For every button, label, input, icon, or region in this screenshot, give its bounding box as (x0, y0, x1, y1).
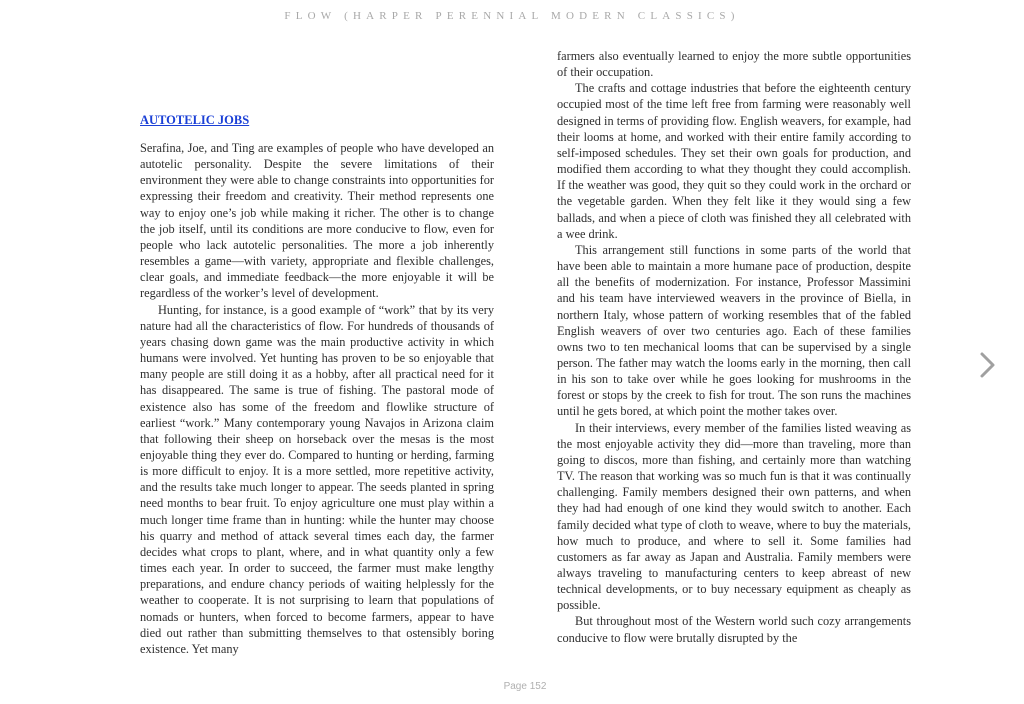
paragraph: Serafina, Joe, and Ting are examples of people who have developed an autotelic personality. Despite the severe limitations of their environment they were able to change constraints into opportunities for expressing their freedom and creativity. Their method represents one way to enjoy one’s job while making it richer. The other is to change the job itself, until its conditions are more conducive to flow, even for people who lack autotelic personalities. The more a job inherently resembles a game—with variety, appropriate and flexible challenges, clear goals, and immediate feedback—the more enjoyable it will be regardless of the worker’s level of development. (140, 141, 494, 301)
page-number: Page 152 (503, 681, 547, 692)
right-page-column (557, 48, 911, 646)
book-title: FLOW (HARPER PERENNIAL MODERN CLASSICS) (284, 10, 740, 22)
paragraph: The crafts and cottage industries that before the eighteenth century occupied most of the time left free from farming were reasonably well designed in terms of providing flow. English weavers, for example, had their looms at home, and worked with their entire family according to self-imposed schedules. They set their own goals for production, and modified them according to what they thought they could accomplish. If the weather was good, they quit so they could work in the orchard or the vegetable garden. When they felt like it they would sing a few ballads, and when a piece of cloth was finished they all celebrated with a wee drink. (557, 81, 911, 241)
paragraph: But throughout most of the Western world such cozy arrangements conducive to flow were brutally disrupted by the (557, 614, 911, 645)
chapter-heading-link[interactable]: AUTOTELIC JOBS (140, 113, 250, 127)
paragraph: Hunting, for instance, is a good example of “work” that by its very nature had all the characteristics of flow. For hundreds of thousands of years chasing down game was the main productive activity in which humans were involved. Yet hunting has proven to be so enjoyable that many people are still doing it as a hobby, after all practical need for it has disappeared. The same is true of fishing. The pastoral mode of existence also has some of the freedom and flowlike structure of earliest “work.” Many contemporary young Navajos in Arizona claim that following their sheep on horseback over the mesas is the most enjoyable thing they ever do. Compared to hunting or herding, farming is more difficult to enjoy. It is a more settled, more repetitive activity, and the results take much longer to appear. The seeds planted in spring need months to bear fruit. To enjoy agriculture one must play within a much longer time frame than in hunting: while the hunter may choose his quarry and method of attack several times each day, the farmer decides what crops to plant, where, and in what quantity only a few times each year. In order to succeed, the farmer must make lengthy preparations, and endure chancy periods of waiting helplessly for the weather to cooperate. It is not surprising to learn that populations of nomads or hunters, when forced to become farmers, appear to have died out rather than submitting themselves to that ostensibly boring existence. Yet many (140, 302, 494, 656)
left-page-column (140, 112, 494, 657)
paragraph: This arrangement still functions in some parts of the world that have been able to maintain a more humane pace of production, despite all the benefits of modernization. For instance, Professor Massimini and his team have interviewed weavers in the province of Biella, in northern Italy, whose pattern of working resembles that of the fabled English weavers of over two centuries ago. Each of these families owns two to ten mechanical looms that can be supervised by a single person. The father may watch the looms early in the morning, then call in his son to take over while he goes looking for mushrooms in the forest or stops by the creek to fish for trout. The son runs the machines until he gets bored, at which point the mother takes over. (557, 242, 911, 419)
paragraph: In their interviews, every member of the families listed weaving as the most enjoyable activity they did—more than traveling, more than going to discos, more than fishing, and certainly more than watching TV. The reason that working was so much fun is that it was continually challenging. Family members designed their own patterns, and when they had had enough of one kind they would switch to another. Each family decided what type of cloth to weave, where to buy the materials, how much to produce, and where to sell it. Some families had customers as far away as Japan and Australia. Family members were always traveling to manufacturing centers to keep abreast of new technical developments, or to buy necessary equipment as cheaply as possible. (557, 420, 911, 613)
paragraph: farmers also eventually learned to enjoy the more subtle opportunities of their occupation. (557, 49, 911, 80)
chevron-right-icon (976, 350, 1000, 380)
next-page-button[interactable] (976, 350, 1000, 380)
